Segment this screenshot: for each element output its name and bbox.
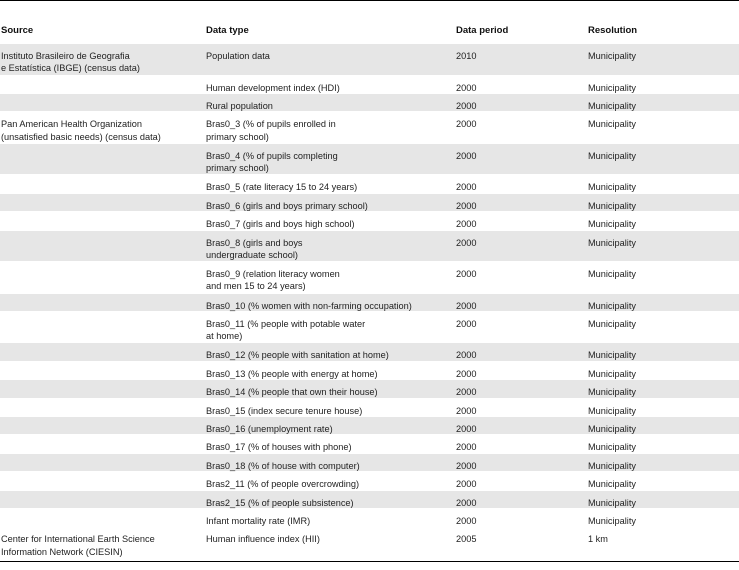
cell-data-type-line: Bras0_16 (unemployment rate) xyxy=(206,424,333,434)
cell-data-type-line: Human development index (HDI) xyxy=(206,82,340,93)
table-row xyxy=(0,112,739,144)
cell-data-type-line: primary school) xyxy=(206,131,269,142)
table-row xyxy=(0,491,739,509)
cell-data-type xyxy=(206,100,273,112)
cell-data-type-line: Bras0_12 (% people with sanitation at home) xyxy=(206,350,389,361)
cell-data-type-line: Bras0_6 (girls and boys primary school) xyxy=(206,200,368,211)
cell-data-type-line: Bras0_4 (% of pupils completing xyxy=(206,150,338,161)
cell-data-type xyxy=(206,478,359,490)
table-top-rule xyxy=(0,0,739,1)
cell-data-type xyxy=(206,368,378,380)
table-row xyxy=(0,44,739,76)
cell-data-period: 2000 xyxy=(456,516,477,526)
cell-resolution: 1 km xyxy=(588,534,608,545)
cell-data-period: 2000 xyxy=(456,424,477,434)
table-row xyxy=(0,527,739,559)
cell-data-type-line: Bras0_14 (% people that own their house) xyxy=(206,387,378,398)
cell-data-type-line: Bras0_9 (relation literacy women xyxy=(206,269,340,279)
cell-data-type xyxy=(206,300,412,312)
cell-data-period: 2000 xyxy=(456,442,477,453)
cell-resolution: Municipality xyxy=(588,269,636,279)
cell-resolution: Municipality xyxy=(588,82,636,93)
table-row xyxy=(0,380,739,398)
cell-data-type-line: Bras2_11 (% of people overcrowding) xyxy=(206,479,360,490)
cell-data-period: 2000 xyxy=(456,497,477,508)
table-row xyxy=(0,454,739,472)
table-row xyxy=(0,94,739,112)
cell-data-period: 2000 xyxy=(456,82,477,93)
cell-data-type xyxy=(206,82,340,94)
table-row xyxy=(0,509,739,527)
cell-data-type xyxy=(206,181,357,193)
cell-data-type-line: Bras0_17 (% of houses with phone) xyxy=(206,442,352,453)
cell-data-type xyxy=(206,200,368,212)
cell-data-period: 2000 xyxy=(456,200,477,211)
cell-data-period: 2000 xyxy=(456,150,477,161)
cell-data-type xyxy=(206,405,362,417)
cell-resolution: Municipality xyxy=(588,182,636,193)
cell-data-type-line: Human influence index (HII) xyxy=(206,534,320,545)
cell-data-type-line: Bras2_15 (% of people subsistence) xyxy=(206,497,354,508)
table-row xyxy=(0,76,739,94)
header-resolution: Resolution xyxy=(588,25,638,36)
cell-resolution: Municipality xyxy=(588,405,636,416)
cell-resolution: Municipality xyxy=(588,318,636,329)
cell-source-line: Instituto Brasileiro de Geografia xyxy=(1,51,130,61)
cell-resolution: Municipality xyxy=(588,119,636,130)
cell-data-type-line: Bras0_11 (% people with potable water xyxy=(206,318,366,329)
cell-resolution: Municipality xyxy=(588,200,636,211)
table-row xyxy=(0,194,739,212)
cell-resolution: Municipality xyxy=(588,237,636,248)
table-row xyxy=(0,435,739,453)
cell-data-type-line: Population data xyxy=(206,51,270,61)
cell-resolution: Municipality xyxy=(588,516,636,526)
cell-data-type xyxy=(206,118,336,143)
table-header xyxy=(0,18,739,45)
cell-data-type xyxy=(206,441,352,453)
cell-source-line: Information Network (CIESIN) xyxy=(1,546,123,557)
cell-resolution: Municipality xyxy=(588,460,636,471)
cell-resolution: Municipality xyxy=(588,51,636,61)
cell-resolution: Municipality xyxy=(588,497,636,508)
cell-data-type-line: Bras0_10 (% women with non-farming occupation) xyxy=(206,300,412,311)
cell-resolution: Municipality xyxy=(588,219,636,230)
table-row xyxy=(0,231,739,263)
cell-data-type xyxy=(206,423,333,435)
table-row xyxy=(0,262,739,294)
cell-data-period: 2000 xyxy=(456,350,477,361)
cell-data-period: 2000 xyxy=(456,318,477,329)
cell-resolution: Municipality xyxy=(588,368,636,379)
table-row xyxy=(0,144,739,176)
cell-data-period: 2000 xyxy=(456,237,477,248)
table-row xyxy=(0,312,739,344)
cell-resolution: Municipality xyxy=(588,479,636,490)
cell-data-period: 2000 xyxy=(456,219,477,230)
cell-resolution: Municipality xyxy=(588,300,636,311)
cell-resolution: Municipality xyxy=(588,100,636,111)
cell-source xyxy=(1,50,140,75)
cell-data-period: 2000 xyxy=(456,405,477,416)
cell-resolution: Municipality xyxy=(588,442,636,453)
cell-data-period: 2000 xyxy=(456,269,477,279)
cell-source xyxy=(1,118,161,143)
cell-data-type-line: undergraduate school) xyxy=(206,249,298,260)
cell-data-type xyxy=(206,237,303,262)
cell-data-type xyxy=(206,349,389,361)
table-row xyxy=(0,472,739,490)
cell-source-line: Center for International Earth Science xyxy=(1,534,155,545)
cell-data-period: 2000 xyxy=(456,119,477,130)
cell-data-type-line: and men 15 to 24 years) xyxy=(206,281,306,292)
cell-data-period: 2000 xyxy=(456,368,477,379)
table-row xyxy=(0,175,739,193)
cell-data-type xyxy=(206,386,378,398)
cell-data-type-line: Bras0_7 (girls and boys high school) xyxy=(206,219,355,230)
header-data-period: Data period xyxy=(456,25,509,36)
cell-data-type-line: Bras0_13 (% people with energy at home) xyxy=(206,368,378,379)
cell-data-type xyxy=(206,515,310,527)
cell-data-type-line: at home) xyxy=(206,331,243,342)
cell-data-period: 2000 xyxy=(456,387,477,398)
table-row xyxy=(0,294,739,312)
cell-data-type xyxy=(206,218,355,230)
cell-data-period: 2005 xyxy=(456,534,477,545)
cell-source xyxy=(1,533,155,558)
cell-data-type-line: Bras0_3 (% of pupils enrolled in xyxy=(206,119,336,130)
cell-data-type xyxy=(206,318,365,343)
cell-source-line: Pan American Health Organization xyxy=(1,119,142,130)
cell-data-period: 2010 xyxy=(456,51,477,61)
cell-source-line: (unsatisfied basic needs) (census data) xyxy=(1,131,161,142)
cell-data-type xyxy=(206,460,360,472)
header-data-type: Data type xyxy=(206,25,249,36)
cell-data-type xyxy=(206,150,338,175)
cell-data-type-line: Bras0_15 (index secure tenure house) xyxy=(206,405,363,416)
cell-data-type-line: Infant mortality rate (IMR) xyxy=(206,516,311,526)
table-row xyxy=(0,343,739,361)
cell-data-period: 2000 xyxy=(456,182,477,193)
cell-data-period: 2000 xyxy=(456,479,477,490)
cell-data-type-line: Bras0_18 (% of house with computer) xyxy=(206,460,360,471)
cell-data-period: 2000 xyxy=(456,300,477,311)
table-row xyxy=(0,212,739,230)
table-row xyxy=(0,362,739,380)
table-row xyxy=(0,417,739,435)
cell-resolution: Municipality xyxy=(588,150,636,161)
cell-data-type xyxy=(206,50,270,62)
cell-resolution: Municipality xyxy=(588,387,636,398)
cell-data-type-line: Bras0_8 (girls and boys xyxy=(206,237,303,248)
cell-data-type-line: Bras0_5 (rate literacy 15 to 24 years) xyxy=(206,182,358,193)
table-row xyxy=(0,399,739,417)
cell-data-period: 2000 xyxy=(456,100,477,111)
header-source: Source xyxy=(1,25,34,36)
cell-data-type-line: primary school) xyxy=(206,163,269,174)
cell-resolution: Municipality xyxy=(588,350,636,361)
table-bottom-rule xyxy=(0,561,739,562)
cell-data-type xyxy=(206,533,320,545)
cell-resolution: Municipality xyxy=(588,424,636,434)
cell-data-period: 2000 xyxy=(456,460,477,471)
cell-source-line: e Estatística (IBGE) (census data) xyxy=(1,63,140,74)
cell-data-type xyxy=(206,497,354,509)
cell-data-type-line: Rural population xyxy=(206,100,273,111)
cell-data-type xyxy=(206,268,340,293)
